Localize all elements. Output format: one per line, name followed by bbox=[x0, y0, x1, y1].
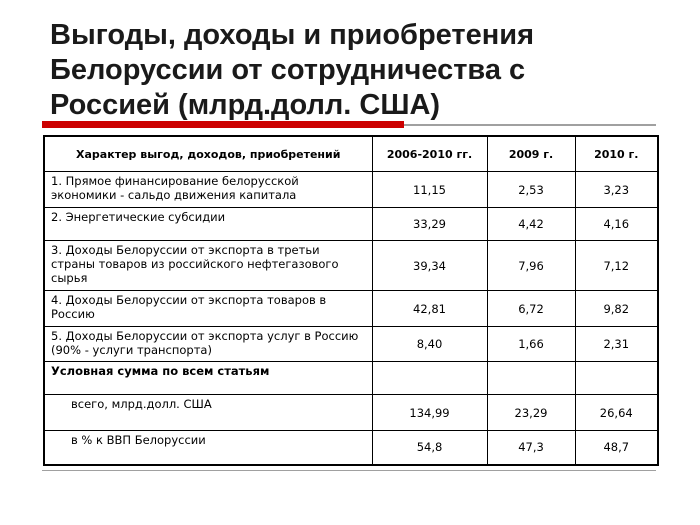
value-2006-2010: 33,29 bbox=[372, 208, 487, 241]
total-2006-2010: 134,99 bbox=[372, 395, 487, 431]
header-category: Характер выгод, доходов, приобретений bbox=[44, 136, 372, 172]
value-2009: 6,72 bbox=[487, 291, 575, 327]
red-accent-bar bbox=[42, 121, 404, 128]
value-2006-2010 bbox=[372, 362, 487, 395]
value-2010: 7,12 bbox=[575, 241, 658, 291]
title-line-2: Белоруссии от сотрудничества с bbox=[50, 54, 526, 86]
value-2009: 7,96 bbox=[487, 241, 575, 291]
value-2010: 9,82 bbox=[575, 291, 658, 327]
gdp-share-label: в % к ВВП Белоруссии bbox=[44, 431, 372, 465]
total-2010: 26,64 bbox=[575, 395, 658, 431]
total-2009: 23,29 bbox=[487, 395, 575, 431]
gdp-share-2006-2010: 54,8 bbox=[372, 431, 487, 465]
value-2009 bbox=[487, 362, 575, 395]
row-label: 1. Прямое финансирование белорусской экономики - сальдо движения капитала bbox=[44, 172, 372, 208]
gdp-share-2009: 47,3 bbox=[487, 431, 575, 465]
table-row-summary-heading bbox=[44, 362, 658, 395]
title-line-1: Выгоды, доходы и приобретения bbox=[50, 19, 535, 51]
value-2009: 1,66 bbox=[487, 327, 575, 362]
header-2009: 2009 г. bbox=[487, 136, 575, 172]
summary-heading: Условная сумма по всем статьям bbox=[44, 362, 372, 395]
value-2010: 3,23 bbox=[575, 172, 658, 208]
value-2010: 2,31 bbox=[575, 327, 658, 362]
row-label: 4. Доходы Белоруссии от экспорта товаров в Россию bbox=[44, 291, 372, 327]
slide-title bbox=[50, 18, 670, 123]
title-line-3: Россией (млрд.долл. США) bbox=[50, 89, 441, 121]
table-row bbox=[44, 208, 658, 241]
row-label: 3. Доходы Белоруссии от экспорта в третьи страны товаров из российского нефтегазового сырья bbox=[44, 241, 372, 291]
value-2006-2010: 42,81 bbox=[372, 291, 487, 327]
value-2009: 2,53 bbox=[487, 172, 575, 208]
row-label: 2. Энергетические субсидии bbox=[44, 208, 372, 241]
value-2009: 4,42 bbox=[487, 208, 575, 241]
value-2006-2010: 11,15 bbox=[372, 172, 487, 208]
value-2010 bbox=[575, 362, 658, 395]
header-2006-2010: 2006-2010 гг. bbox=[372, 136, 487, 172]
benefits-table bbox=[43, 135, 659, 466]
table-row bbox=[44, 291, 658, 327]
value-2006-2010: 39,34 bbox=[372, 241, 487, 291]
table-row-gdp-share bbox=[44, 431, 658, 465]
gdp-share-2010: 48,7 bbox=[575, 431, 658, 465]
table-row bbox=[44, 241, 658, 291]
table-row-total bbox=[44, 395, 658, 431]
total-label: всего, млрд.долл. США bbox=[44, 395, 372, 431]
header-2010: 2010 г. bbox=[575, 136, 658, 172]
gray-accent-line bbox=[404, 124, 656, 126]
row-label: 5. Доходы Белоруссии от экспорта услуг в Россию (90% - услуги транспорта) bbox=[44, 327, 372, 362]
table-header-row bbox=[44, 136, 658, 172]
table-row bbox=[44, 327, 658, 362]
table-row bbox=[44, 172, 658, 208]
bottom-divider bbox=[42, 470, 656, 471]
value-2006-2010: 8,40 bbox=[372, 327, 487, 362]
value-2010: 4,16 bbox=[575, 208, 658, 241]
